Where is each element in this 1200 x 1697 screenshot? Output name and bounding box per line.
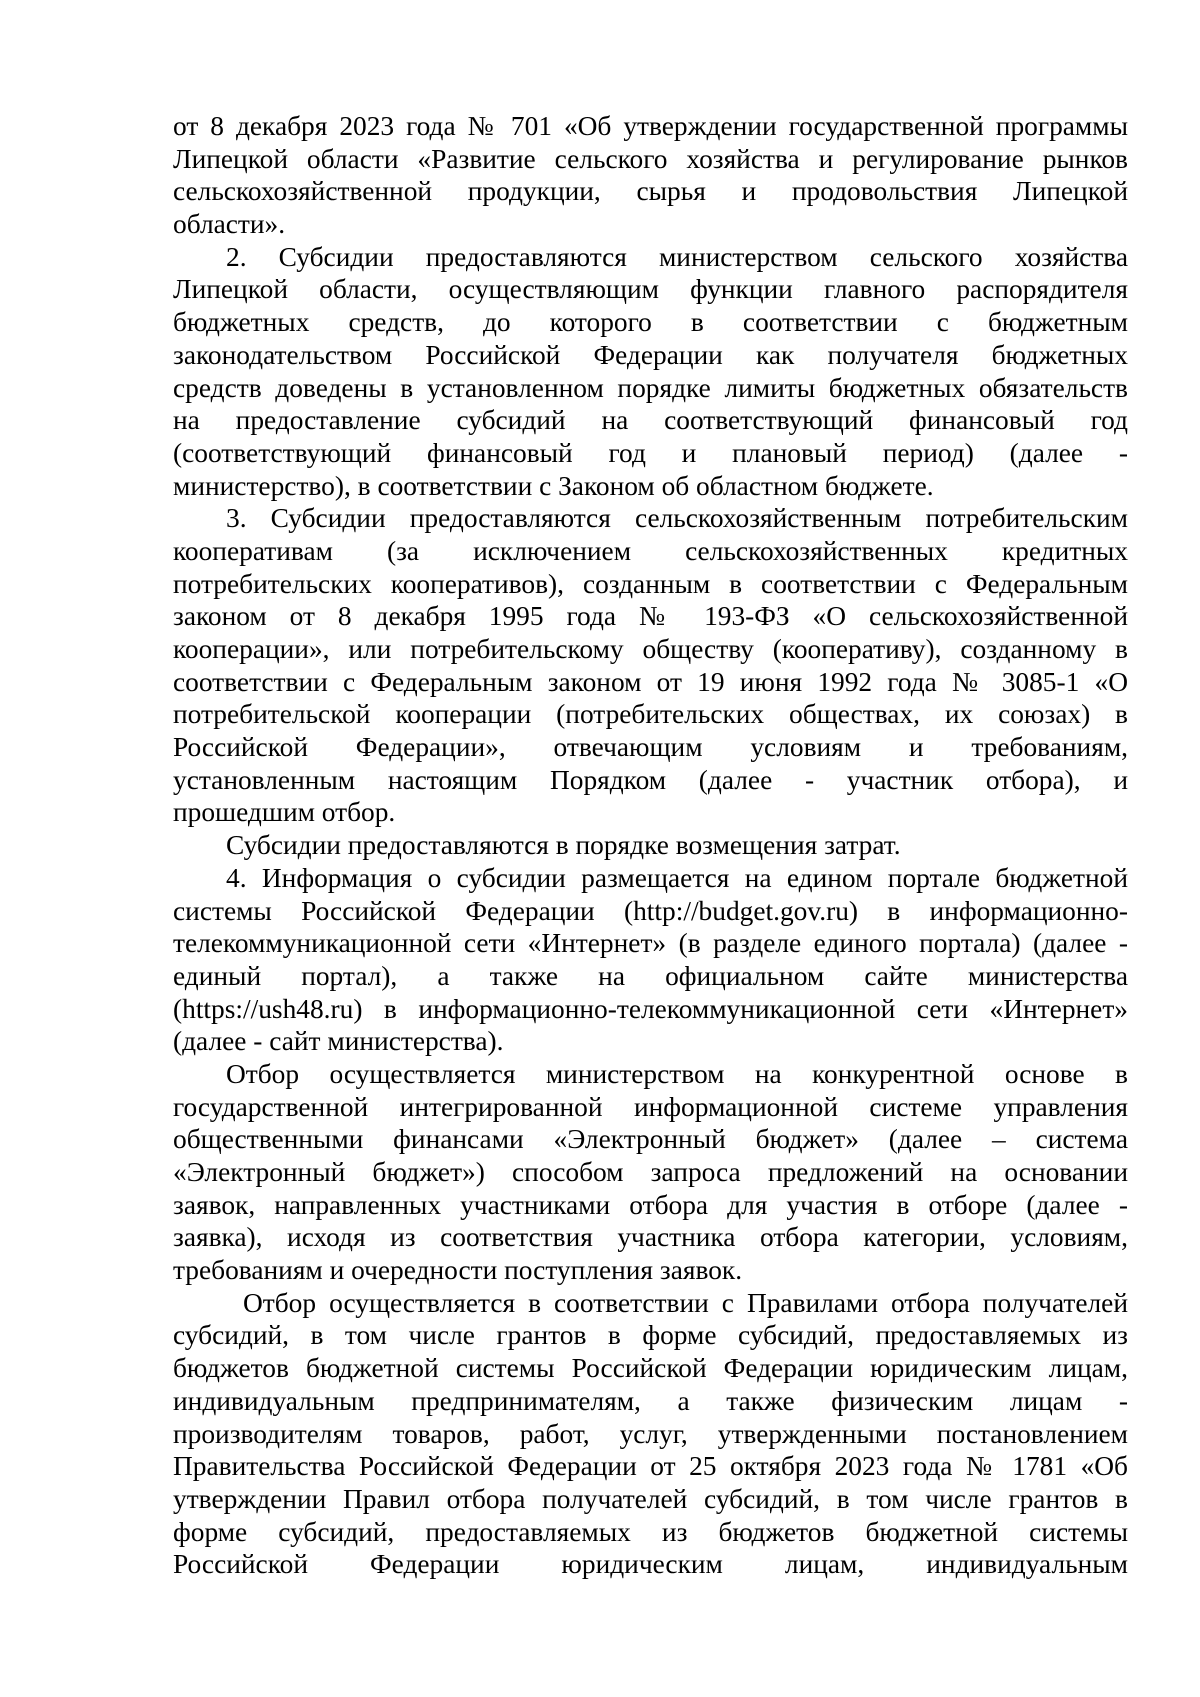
text-line: соответствии с Федеральным законом от 19 июня 1992 года № 3085-1 «О	[173, 666, 1128, 697]
text-line: кооперации», или потребительскому обществу (кооперативу), созданному в	[173, 634, 1128, 664]
text-line: кооперативам (за исключением сельскохозяйственных кредитных	[173, 535, 1128, 566]
text-line: 4. Информация о субсидии размещается на едином портале бюджетной	[226, 862, 1128, 893]
text-line: системы Российской Федерации (http://budget.gov.ru) в информационно-	[173, 895, 1128, 926]
text-line: Липецкой области, осуществляющим функции главного распорядителя	[173, 274, 1128, 305]
text-line: (далее - сайт министерства).	[173, 1026, 504, 1057]
text-line: законодательством Российской Федерации как получателя бюджетных	[173, 339, 1128, 370]
text-line: от 8 декабря 2023 года № 701 «Об утверждении государственной программы	[173, 111, 1128, 141]
text-line: Отбор осуществляется министерством на конкурентной основе в	[226, 1058, 1128, 1089]
text-line: утверждении Правил отбора получателей субсидий, в том числе грантов в	[173, 1483, 1128, 1514]
text-line: средств доведены в установленном порядке лимиты бюджетных обязательств	[173, 372, 1128, 403]
text-line: Липецкой области «Развитие сельского хозяйства и регулирование рынков	[173, 143, 1128, 174]
text-line: производителям товаров, работ, услуг, утвержденными постановлением	[173, 1418, 1128, 1449]
text-line: на предоставление субсидий на соответствующий финансовый год	[173, 405, 1128, 436]
text-line: (https://ush48.ru) в информационно-телекоммуникационной сети «Интернет»	[173, 993, 1128, 1024]
text-line: единый портал), а также на официальном сайте министерства	[173, 960, 1128, 991]
text-line: Отбор осуществляется в соответствии с Правилами отбора получателей	[243, 1287, 1128, 1318]
text-line: прошедшим отбор.	[173, 797, 396, 828]
text-line: требованиям и очередности поступления заявок.	[173, 1255, 743, 1286]
text-line: Правительства Российской Федерации от 25 октября 2023 года № 1781 «Об	[173, 1451, 1128, 1482]
text-line: (соответствующий финансовый год и плановый период) (далее -	[173, 437, 1128, 468]
text-line: потребительских кооперативов), созданным в соответствии с Федеральным	[173, 568, 1128, 599]
text-line: установленным настоящим Порядком (далее - участник отбора), и	[173, 764, 1128, 795]
text-line: законом от 8 декабря 1995 года № 193-ФЗ «О сельскохозяйственной	[173, 601, 1128, 632]
text-line: «Электронный бюджет») способом запроса предложений на основании	[173, 1157, 1128, 1187]
text-line: потребительской кооперации (потребительских обществах, их союзах) в	[173, 699, 1128, 730]
text-line: заявок, направленных участниками отбора для участия в отборе (далее -	[173, 1189, 1128, 1220]
text-line: форме субсидий, предоставляемых из бюджетов бюджетной системы	[173, 1516, 1128, 1547]
text-line: субсидий, в том числе грантов в форме субсидий, предоставляемых из	[173, 1320, 1128, 1351]
text-line: Субсидии предоставляются в порядке возмещения затрат.	[226, 830, 901, 861]
text-line: общественными финансами «Электронный бюджет» (далее – система	[173, 1124, 1128, 1155]
text-line: 2. Субсидии предоставляются министерством сельского хозяйства	[226, 241, 1128, 272]
text-line: бюджетных средств, до которого в соответствии с бюджетным	[173, 307, 1128, 338]
text-line: государственной интегрированной информационной системе управления	[173, 1091, 1128, 1122]
text-line: министерство), в соответствии с Законом об областном бюджете.	[173, 470, 934, 501]
text-line: Российской Федерации юридическим лицам, индивидуальным	[173, 1549, 1128, 1580]
text-line: области».	[173, 209, 286, 240]
text-line: заявка), исходя из соответствия участника отбора категории, условиям,	[173, 1222, 1128, 1253]
text-line: телекоммуникационной сети «Интернет» (в разделе единого портала) (далее -	[173, 928, 1128, 959]
text-line: бюджетов бюджетной системы Российской Федерации юридическим лицам,	[173, 1353, 1128, 1384]
text-line: 3. Субсидии предоставляются сельскохозяйственным потребительским	[226, 503, 1128, 534]
text-line: сельскохозяйственной продукции, сырья и продовольствия Липецкой	[173, 176, 1128, 207]
document-page	[173, 110, 1128, 1581]
text-line: индивидуальным предпринимателям, а также физическим лицам -	[173, 1385, 1128, 1416]
text-line: Российской Федерации», отвечающим условиям и требованиям,	[173, 732, 1128, 763]
